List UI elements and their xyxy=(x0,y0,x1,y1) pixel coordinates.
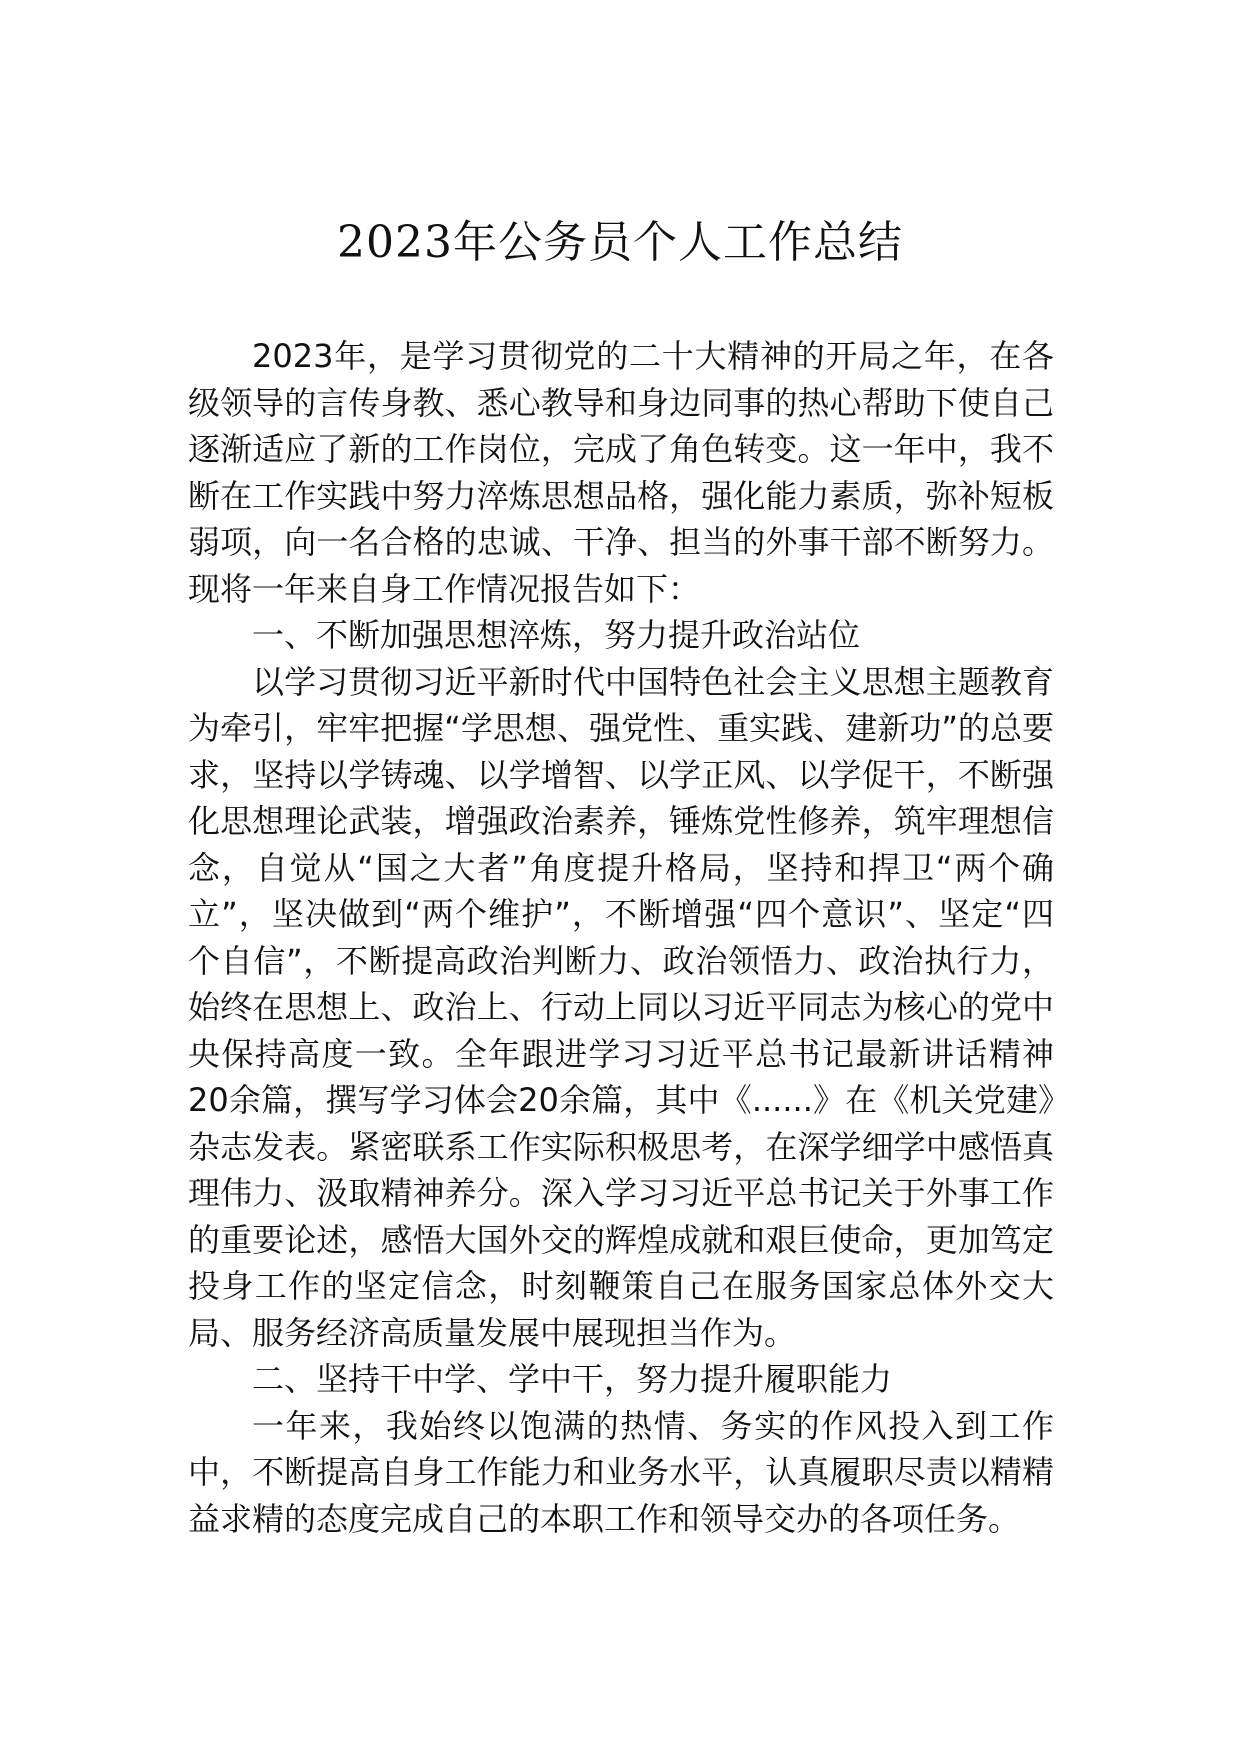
section-1-paragraph: 以学习贯彻习近平新时代中国特色社会主义思想主题教育为牵引，牢牢把握“学思想、强党性、重实践、建新功”的总要求，坚持以学铸魂、以学增智、以学正风、以学促干，不断强化思想理论武装，增强政治素养，锤炼党性修养，筑牢理想信念，自觉从“国之大者”角度提升格局，坚持和捍卫“两个确立”，坚决做到“两个维护”，不断增强“四个意识”、坚定“四个自信”，不断提高政治判断力、政治领悟力、政治执行力，始终在思想上、政治上、行动上同以习近平同志为核心的党中央保持高度一致。全年跟进学习习近平总书记最新讲话精神20余篇，撰写学习体会20余篇，其中《......》在《机关党建》杂志发表。紧密联系工作实际积极思考，在深学细学中感悟真理伟力、汲取精神养分。深入学习习近平总书记关于外事工作的重要论述，感悟大国外交的辉煌成就和艰巨使命，更加笃定投身工作的坚定信念，时刻鞭策自己在服务国家总体外交大局、服务经济高质量发展中展现担当作为。 xyxy=(188,662,1054,1352)
section-heading-1: 一、不断加强思想淬炼，努力提升政治站位 xyxy=(252,616,861,654)
document-body xyxy=(188,333,1054,1542)
section-2-paragraph: 一年来，我始终以饱满的热情、务实的作风投入到工作中，不断提高自身工作能力和业务水平，认真履职尽责以精精益求精的态度完成自己的本职工作和领导交办的各项任务。 xyxy=(188,1406,1054,1538)
intro-paragraph: 2023年，是学习贯彻党的二十大精神的开局之年，在各级领导的言传身教、悉心教导和身边同事的热心帮助下使自己逐渐适应了新的工作岗位，完成了角色转变。这一年中，我不断在工作实践中努力淬炼思想品格，强化能力素质，弥补短板弱项，向一名合格的忠诚、干净、担当的外事干部不断努力。现将一年来自身工作情况报告如下： xyxy=(188,337,1054,608)
document-title: 2023年公务员个人工作总结 xyxy=(337,217,903,268)
section-heading-2: 二、坚持干中学、学中干，努力提升履职能力 xyxy=(252,1360,893,1398)
